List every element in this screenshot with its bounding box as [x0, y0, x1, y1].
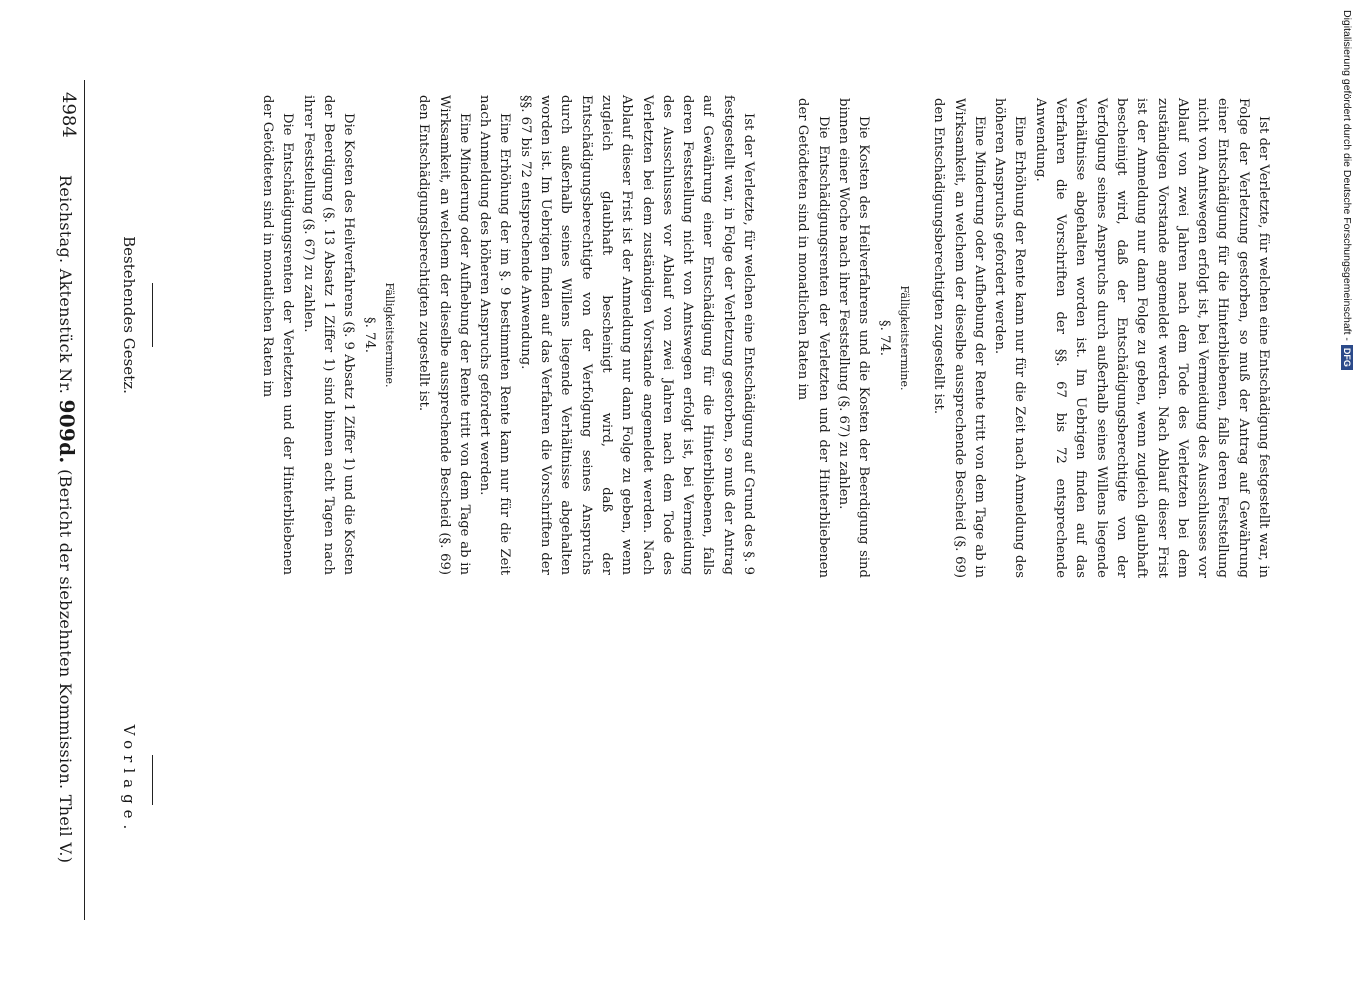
- left-paragraph-1: Ist der Verletzte, für welchen eine Entschädigung auf Grund des §. 9 festgestellt war, in Folge der Verletzung gestorben, so muß der Antrag auf Gewährung einer Entschädigung für die Hinterbliebenen, falls deren Feststellung nicht von Amtswegen erfolgt ist, bei Vermeidung des Ausschlusses vor Ablauf von zwei Jahren nach dem Tode des Verletzten bei dem zuständigen Vorstande angemeldet werden. Nach Ablauf dieser Frist ist der Anmeldung nur dann Folge zu geben, wenn zugleich glaubhaft bescheinigt wird, daß der Entschädigungsberechtigte von der Verfolgung seines Anspruchs durch außerhalb seines Willens liegende Verhältnisse abgehalten worden ist. Im Uebrigen finden auf das Verfahren die Vorschriften der §§. 67 bis 72 entsprechende Anwendung.: [517, 95, 756, 575]
- header-rule: [84, 80, 85, 920]
- left-paragraph-5: Die Entschädigungsrenten der Verletzten und der Hinterbliebenen der Getödteten sind in monatlichen Raten im: [260, 95, 296, 575]
- document-number: 909d.: [55, 399, 79, 464]
- right-paragraph-4: Die Kosten des Heilverfahrens und die Kosten der Beerdigung sind binnen einer Woche nach ihrer Feststellung (§. 67) zu zahlen.: [836, 98, 872, 578]
- left-section-number: §. 74.: [361, 317, 377, 353]
- document-title: [55, 175, 79, 863]
- left-paragraph-4: Die Kosten des Heilverfahrens (§. 9 Absatz 1 Ziffer 1) und die Kosten der Beerdigung (§. 13 Absatz 1 Ziffer 1) sind binnen acht Tagen nach ihrer Feststellung (§. 67) zu zahlen.: [300, 95, 357, 575]
- dfg-logo: DFG: [1341, 345, 1353, 370]
- left-column-heading: Bestehendes Gesetz.: [120, 236, 138, 394]
- page-header: [43, 80, 83, 930]
- right-section-number: §. 74.: [876, 320, 892, 356]
- left-heading-rule: [152, 283, 153, 347]
- right-heading-rule: [152, 755, 153, 805]
- right-paragraph-1: Ist der Verletzte, für welchen eine Entschädigung festgestellt war, in Folge der Verletzung gestorben, so muß der Antrag auf Gewährung einer Entschädigung für die Hinterbliebenen, falls deren Feststellung nicht von Amtswegen erfolgt ist, bei Vermeidung des Ausschlusses vor Ablauf von zwei Jahren nach dem Tode des Verletzten bei dem zuständigen Vorstande angemeldet werden. Nach Ablauf dieser Frist ist der Anmeldung nur dann Folge zu geben, wenn zugleich glaubhaft bescheinigt wird, daß der Entschädigungsberechtigte von der Verfolgung seines Anspruchs durch außerhalb seines Willens liegende Verhältnisse abgehalten worden ist. Im Uebrigen finden auf das Verfahren die Vorschriften der §§. 67 bis 72 entsprechende Anwendung.: [1032, 98, 1271, 578]
- left-column: [257, 95, 758, 575]
- title-prefix: Reichstag. Aktenstück Nr.: [56, 175, 75, 395]
- right-paragraph-2: Eine Erhöhung der Rente kann nur für die Zeit nach Anmeldung des höheren Anspruchs gefordert werden.: [992, 98, 1028, 578]
- right-section-title: Fälligkeitstermine.: [897, 285, 911, 391]
- left-section-title: Fälligkeitstermine.: [382, 282, 396, 388]
- right-paragraph-3: Eine Minderung oder Aufhebung der Rente tritt von dem Tage ab in Wirksamkeit, an welchem der dieselbe aussprechende Bescheid (§. 69) den Entschädigungsberechtigten zugestellt ist.: [931, 98, 987, 578]
- right-paragraph-5: Die Entschädigungsrenten der Verletzten und der Hinterbliebenen der Getödteten sind in monatlichen Raten im: [795, 98, 831, 578]
- title-suffix: (Bericht der siebzehnten Kommission. Theil V.): [56, 469, 75, 864]
- page-number: 4984: [58, 92, 79, 138]
- credit-text: Digitalisierung gefördert durch die Deutsche Forschungsgemeinschaft -: [1341, 10, 1353, 341]
- left-paragraph-3: Eine Minderung oder Aufhebung der Rente tritt von dem Tage ab in Wirksamkeit, an welchem der dieselbe aussprechende Bescheid (§. 69) den Entschädigungsberechtigten zugestellt ist.: [416, 95, 472, 575]
- right-column-heading: Vorlage.: [120, 724, 138, 836]
- right-column: [792, 98, 1273, 578]
- left-paragraph-2: Eine Erhöhung der im §. 9 bestimmten Rente kann nur für die Zeit nach Anmeldung des höheren Anspruchs gefordert werden.: [477, 95, 513, 575]
- digitization-credit: [1341, 10, 1353, 390]
